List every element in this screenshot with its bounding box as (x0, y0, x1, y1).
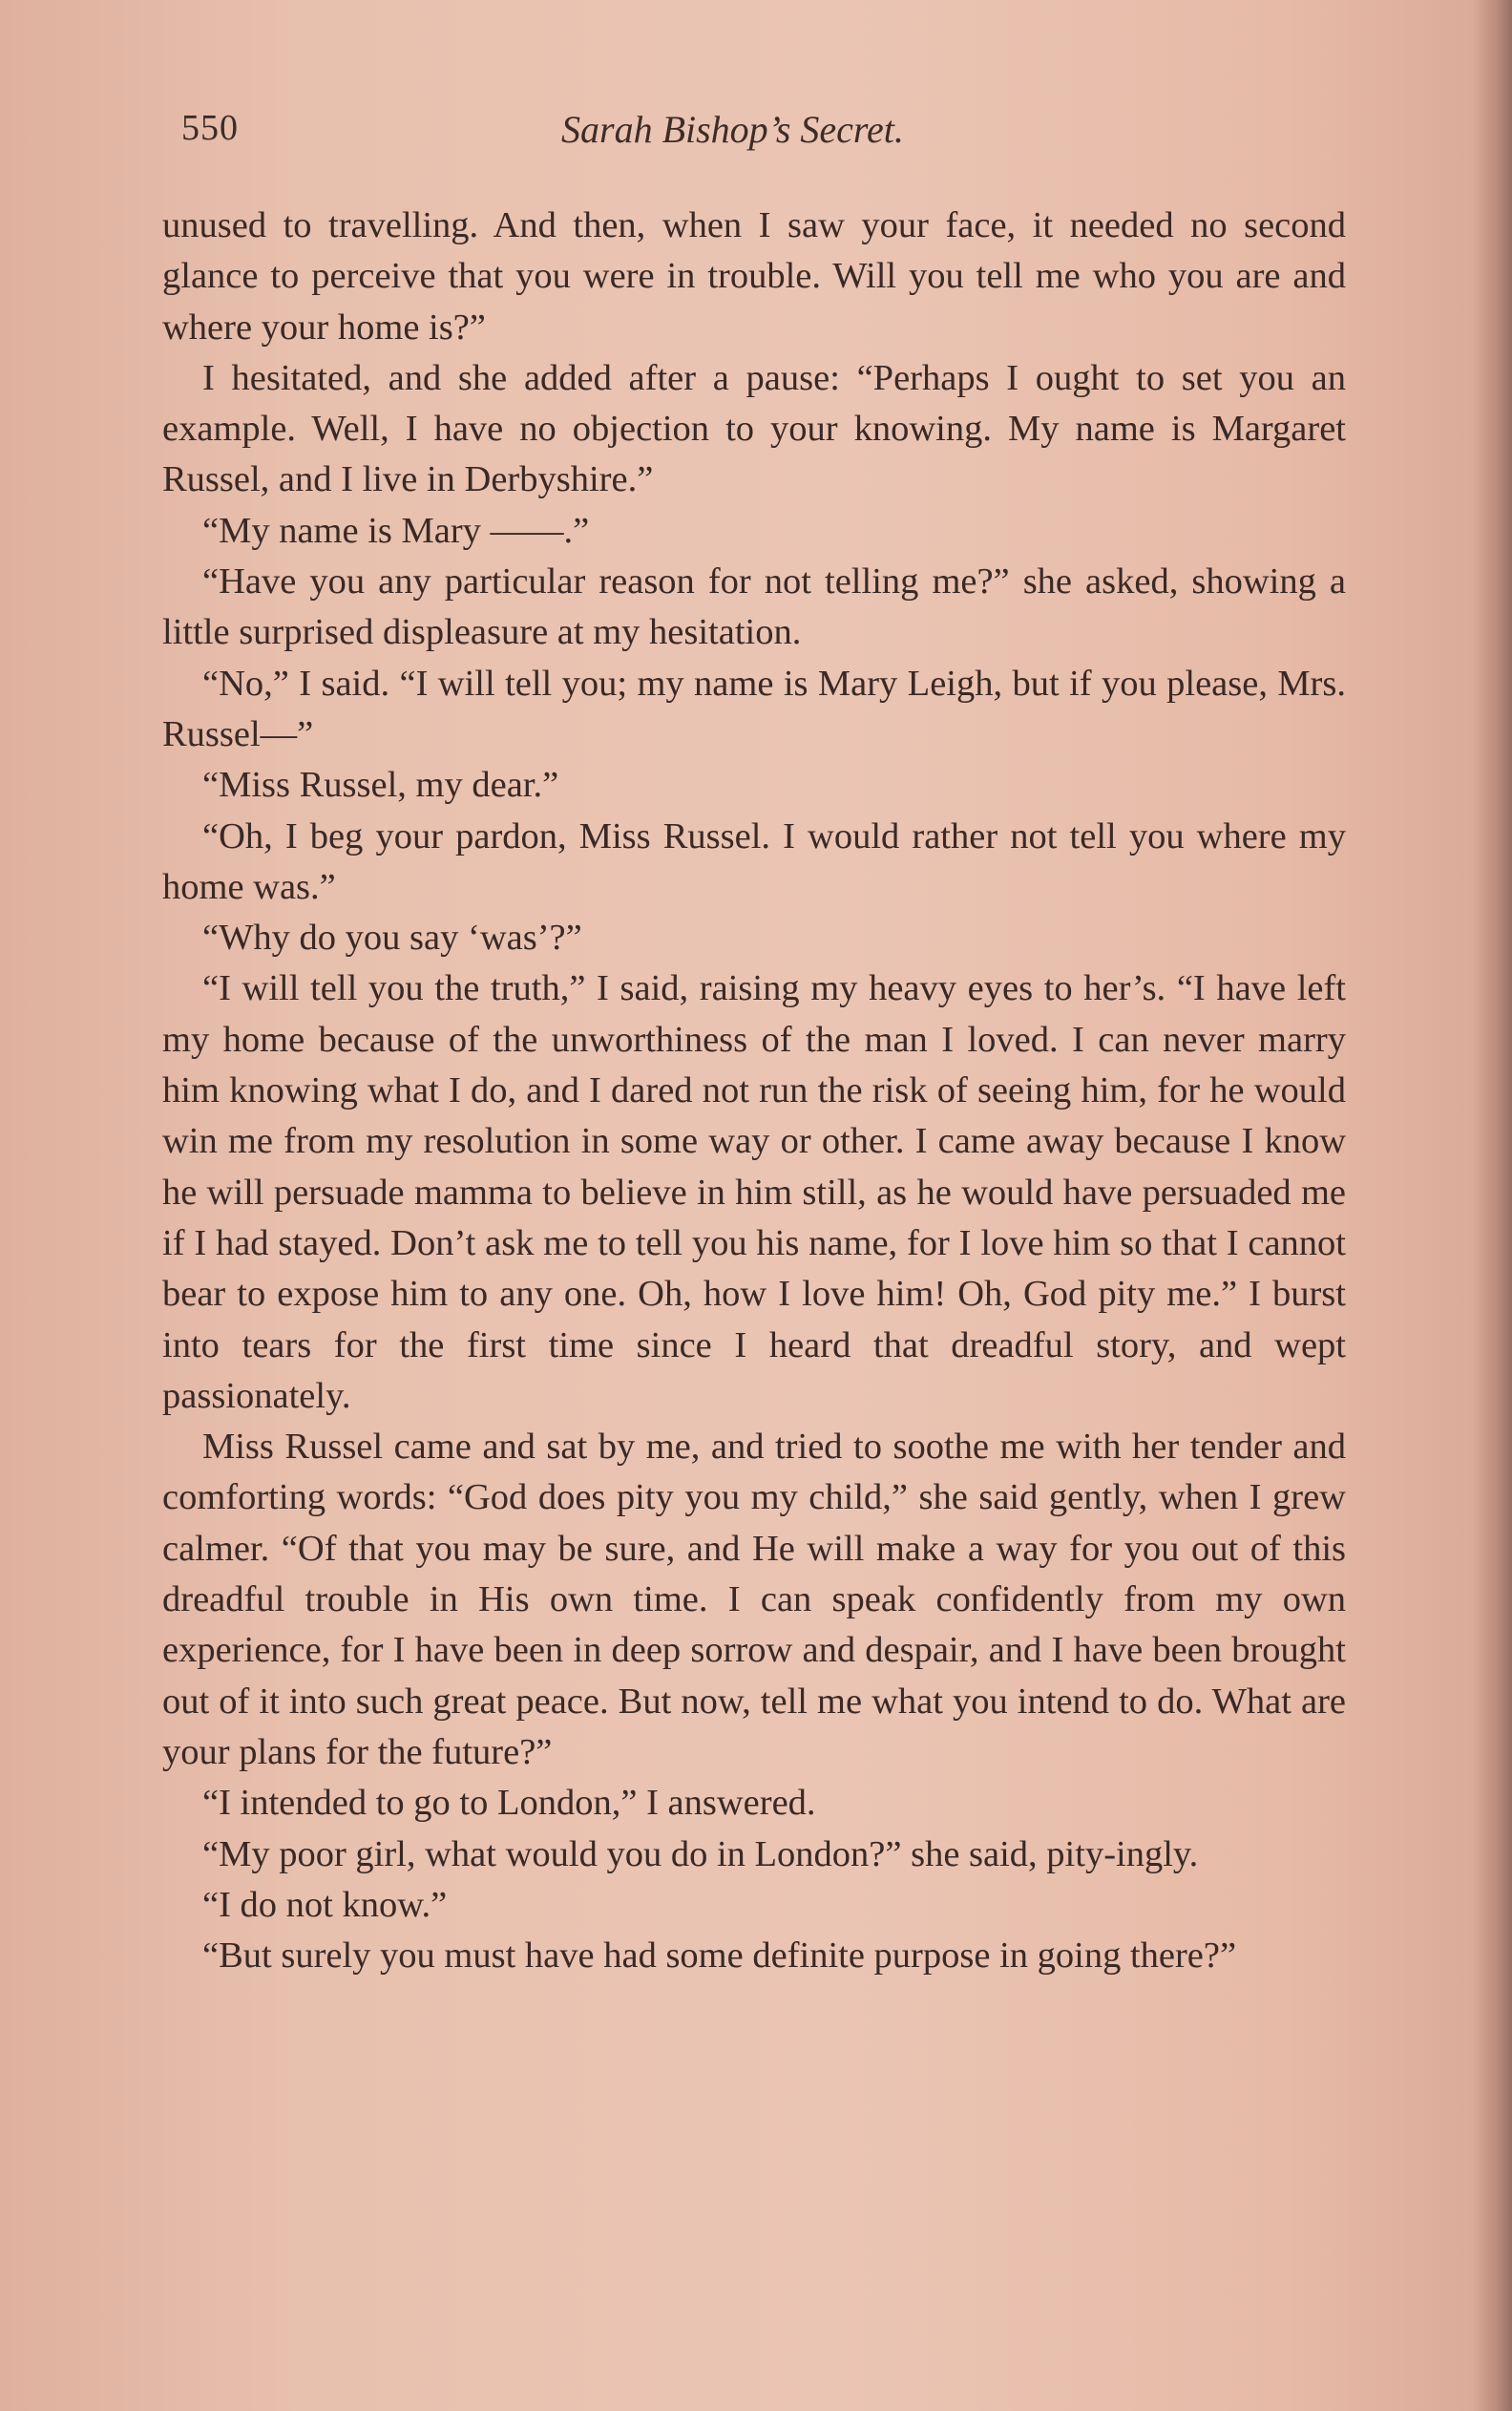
paragraph: “But surely you must have had some definite purpose in going there?” (202, 1935, 1237, 1977)
paragraph: “I intended to go to London,” I answered. (202, 1783, 816, 1824)
paragraph: “Oh, I beg your pardon, Miss Russel. I would rather not tell you where my home was.” (162, 815, 1346, 907)
page-header (181, 107, 1355, 164)
paragraph: “Have you any particular reason for not telling me?” she asked, showing a little surprised displeasure at my hesitation. (162, 561, 1346, 653)
paragraph: “No,” I said. “I will tell you; my name is Mary Leigh, but if you please, Mrs. Russel—” (162, 663, 1346, 754)
paragraph: “My name is Mary ——.” (202, 510, 590, 551)
paragraph: I hesitated, and she added after a pause: “Perhaps I ought to set you an example. Well, I have no objection to your knowing. My name is Margaret Russel, and I live in Derbyshire.” (162, 357, 1346, 500)
paragraph: “Miss Russel, my dear.” (202, 765, 559, 806)
paragraph: “I will tell you the truth,” I said, raising my heavy eyes to her’s. “I have left my home because of the unworthiness of the man I loved. I can never marry him knowing what I do, and I dared not run the risk of seeing him, for he would win me from my resolution in some way or other. I came away because I know he will persuade mamma to believe in him still, as he would have persuaded me if I had stayed. Don’t ask me to tell you his name, for I love him so that I cannot bear to expose him to any one. Oh, how I love him! Oh, God pity me.” I burst into tears for the first time since I heard that dreadful story, and wept passionately. (162, 968, 1346, 1416)
page-edge-shadow (1474, 0, 1512, 2411)
paragraph: “Why do you say ‘was’?” (202, 918, 582, 959)
paragraph: “My poor girl, what would you do in London?” she said, pity-ingly. (202, 1833, 1199, 1874)
page-number: 550 (181, 108, 239, 148)
body-text (162, 201, 1346, 1981)
running-title: Sarah Bishop’s Secret. (561, 108, 904, 151)
paragraph: unused to travelling. And then, when I saw your face, it needed no second glance to perceive that you were in trouble. Will you tell me who you are and where your home is?” (162, 205, 1346, 348)
paragraph: Miss Russel came and sat by me, and tried to soothe me with her tender and comforting words: “God does pity you my child,” she said gently, when I grew calmer. “Of that you may be sure, and He will make a way for you out of this dreadful trouble in His own time. I can speak confidently from my own experience, for I have been in deep sorrow and despair, and I have been brought out of it into such great peace. But now, tell me what you intend to do. What are your plans for the future?” (162, 1427, 1346, 1772)
paragraph: “I do not know.” (202, 1884, 448, 1925)
